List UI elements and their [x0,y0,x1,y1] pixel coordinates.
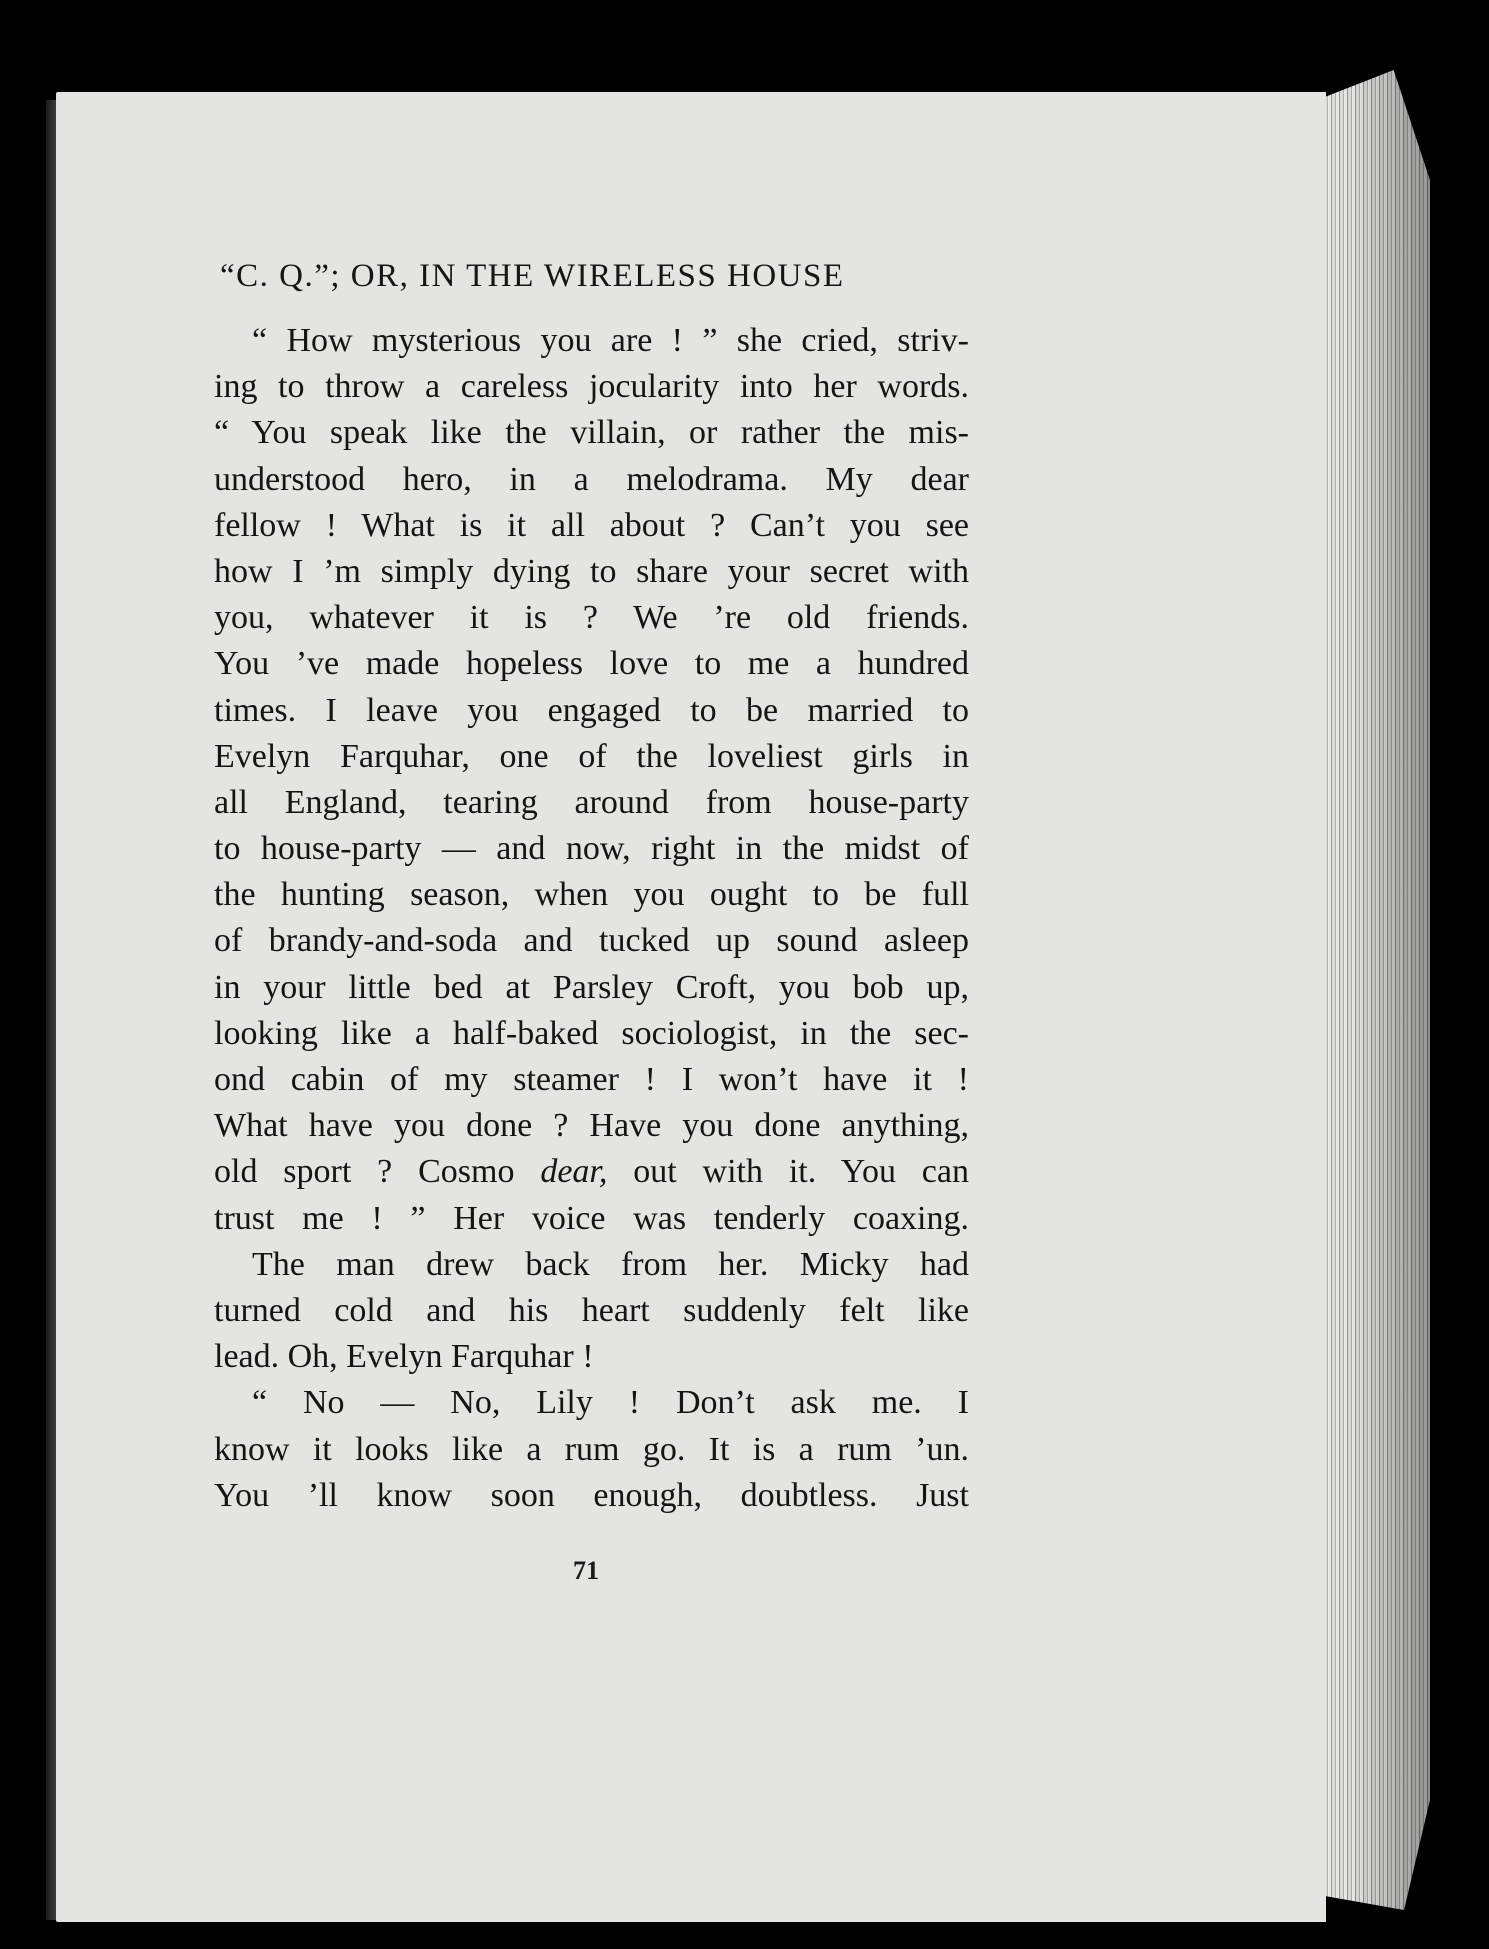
text-line: turned cold and his heart suddenly felt like [214,1291,969,1329]
text-line: ond cabin of my steamer ! I won’t have it ! [214,1061,969,1098]
text-segment: out with it. You can [607,1153,969,1191]
text-line: how I ’m simply dying to share your secret with [214,552,969,590]
text-line: fellow ! What is it all about ? Can’t you see [214,506,969,544]
text-line: looking like a half-baked sociologist, in the sec- [214,1014,969,1052]
text-line: ing to throw a careless jocularity into her words. [214,368,969,406]
text-line: “ No — No, Lily ! Don’t ask me. I [252,1384,969,1422]
text-line: the hunting season, when you ought to be full [214,876,969,914]
text-line: You ’ll know soon enough, doubtless. Just [214,1476,969,1514]
text-line: all England, tearing around from house-party [214,783,969,821]
text-line: in your little bed at Parsley Croft, you bob up, [214,968,969,1006]
italic-word: dear, [540,1153,608,1191]
running-head: “C. Q.”; OR, IN THE WIRELESS HOUSE [220,258,845,294]
text-line: Evelyn Farquhar, one of the loveliest girls in [214,737,969,775]
scan-background-top [0,0,1489,92]
text-line: lead. Oh, Evelyn Farquhar ! [214,1338,594,1376]
text-line: The man drew back from her. Micky had [252,1245,969,1283]
text-segment: old sport ? Cosmo [214,1153,541,1191]
text-line: of brandy-and-soda and tucked up sound asleep [214,922,969,960]
text-line: You ’ve made hopeless love to me a hundred [214,645,969,683]
text-line: What have you done ? Have you done anything, [214,1107,969,1145]
text-line: to house-party — and now, right in the midst of [214,830,969,868]
text-line [214,1149,969,1195]
text-line: you, whatever it is ? We ’re old friends. [214,599,969,637]
page-number: 71 [573,1556,599,1585]
text-line: “ How mysterious you are ! ” she cried, striv- [252,322,969,359]
body-text [214,318,969,1519]
text-line: “ You speak like the villain, or rather the mis- [214,414,969,452]
text-line: times. I leave you engaged to be married to [214,691,969,729]
text-line: trust me ! ” Her voice was tenderly coaxing. [214,1199,969,1237]
text-line: understood hero, in a melodrama. My dear [214,460,969,498]
text-line: know it looks like a rum go. It is a rum ’un. [214,1430,969,1468]
